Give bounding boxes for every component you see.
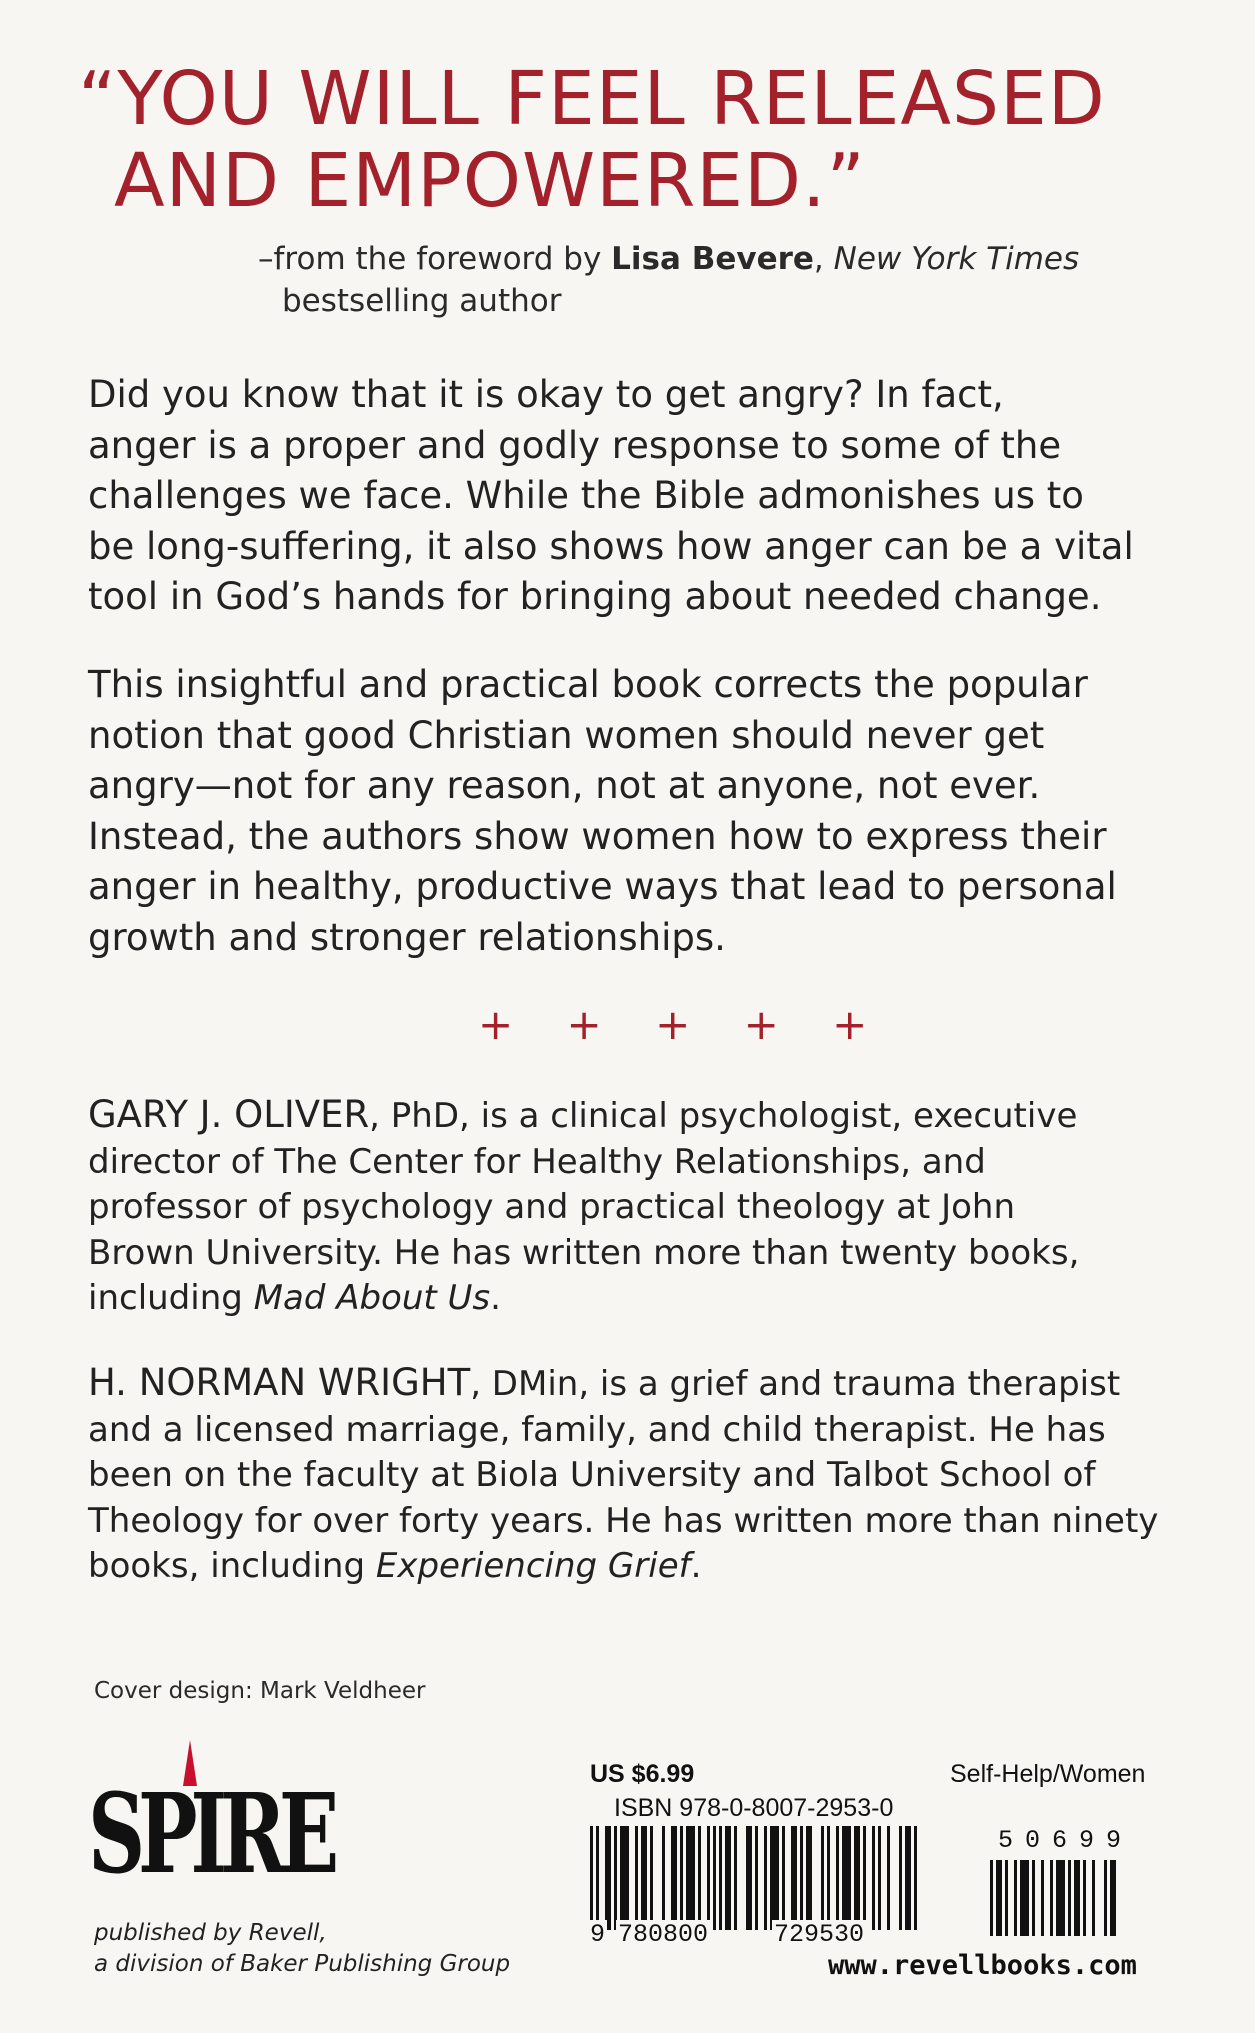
author-name: H. NORMAN WRIGHT <box>88 1361 471 1404</box>
barcode-bar <box>1050 1860 1053 1936</box>
barcode-bar <box>746 1826 752 1930</box>
attribution-suffix: bestselling author <box>282 283 562 319</box>
barcode-bar <box>1068 1860 1071 1936</box>
barcode-bar <box>662 1826 665 1930</box>
barcode-group-1: 780800 <box>618 1920 709 1949</box>
bio-text: books, including <box>88 1546 376 1586</box>
barcode-bar <box>713 1826 716 1930</box>
attribution-prefix: –from the foreword by <box>258 241 612 277</box>
paragraph-line: be long-suffering, it also shows how anger can be a vital <box>88 524 1134 568</box>
publisher-line-2: a division of Baker Publishing Group <box>94 1951 511 1977</box>
barcode-bar <box>686 1826 695 1930</box>
paragraph-line: challenges we face. While the Bible admonishes us to <box>88 474 1084 517</box>
barcode-bar <box>671 1826 677 1930</box>
barcode-bar <box>1041 1860 1044 1936</box>
description-paragraph-2 <box>88 660 1198 963</box>
isbn-barcode <box>588 1826 948 1934</box>
publisher-line-1: published by Revell, <box>94 1920 327 1946</box>
barcode-bar <box>854 1826 860 1930</box>
barcode-bar <box>1104 1860 1107 1936</box>
paragraph-line: tool in God’s hands for bringing about needed change. <box>88 575 1102 618</box>
headline-line-2: AND EMPOWERED.” <box>114 138 866 224</box>
attribution-publication: New York Times <box>833 241 1080 277</box>
barcode-bar <box>770 1826 779 1930</box>
barcode-bar <box>1083 1860 1086 1936</box>
publisher-info <box>94 1918 510 1980</box>
barcode-bar <box>596 1826 599 1930</box>
pull-quote-headline <box>78 58 1198 222</box>
barcode-bar <box>719 1826 722 1930</box>
barcode-bar <box>1110 1860 1116 1936</box>
isbn-label: ISBN 978-0-8007-2953-0 <box>614 1794 894 1822</box>
book-title: Experiencing Grief <box>375 1546 691 1586</box>
barcode-bar <box>1014 1860 1017 1936</box>
barcode-bar <box>878 1826 881 1930</box>
barcode-bar <box>605 1826 611 1930</box>
barcode-bar <box>821 1826 824 1930</box>
cover-design-credit: Cover design: Mark Veldheer <box>94 1678 426 1704</box>
barcode-bar <box>707 1826 710 1930</box>
barcode-bar <box>650 1826 653 1930</box>
barcode-bar <box>1074 1860 1080 1936</box>
barcode-bar <box>590 1826 593 1930</box>
barcode-bar <box>905 1826 911 1930</box>
barcode-bar <box>641 1826 647 1930</box>
book-title: Mad About Us <box>253 1278 491 1318</box>
barcode-bar <box>614 1826 617 1930</box>
category-label: Self-Help/Women <box>950 1760 1146 1788</box>
barcode-bar <box>764 1826 767 1930</box>
publisher-website: www.revellbooks.com <box>828 1950 1137 1981</box>
barcode-bar <box>990 1860 993 1936</box>
barcode-bar <box>827 1826 830 1930</box>
description-paragraph-1 <box>88 370 1198 623</box>
bio-line: Brown University. He has written more than twenty books, <box>88 1232 1080 1273</box>
barcode-bar <box>836 1826 839 1930</box>
barcode-bar <box>635 1826 638 1930</box>
barcode-bar <box>791 1826 797 1930</box>
barcode-bar <box>914 1826 917 1930</box>
paragraph-line: anger is a proper and godly response to some of the <box>88 423 1062 467</box>
barcode-bar <box>782 1826 785 1930</box>
paragraph-line: This insightful and practical book corrects the popular <box>88 663 1088 706</box>
barcode-bar <box>863 1826 866 1930</box>
attribution-name: Lisa Bevere <box>611 241 814 277</box>
price-label: US $6.99 <box>590 1760 695 1788</box>
author-bio-oliver <box>88 1092 1208 1322</box>
barcode-bar <box>698 1826 701 1930</box>
logo-text: SPIRE <box>88 1769 332 1898</box>
price-addon-digits: 50699 <box>998 1826 1134 1855</box>
barcode-bar <box>1056 1860 1065 1936</box>
barcode-bar <box>1032 1860 1035 1936</box>
barcode-bar <box>620 1826 629 1930</box>
quote-attribution <box>258 238 1118 322</box>
bio-text: . <box>490 1278 501 1318</box>
bio-line: been on the faculty at Biola University and Talbot School of <box>88 1455 1096 1495</box>
bio-line: director of The Center for Healthy Relationships, and <box>88 1141 986 1182</box>
bio-text: , PhD, is a clinical psychologist, executive <box>369 1096 1078 1136</box>
barcode-bar <box>887 1826 890 1930</box>
bio-line: professor of psychology and practical theology at John <box>88 1187 1015 1227</box>
spire-logo <box>88 1740 332 1910</box>
bio-text: , DMin, is a grief and trauma therapist <box>470 1364 1121 1404</box>
bio-line: and a licensed marriage, family, and child therapist. He has <box>88 1409 1106 1450</box>
barcode-bar <box>842 1826 851 1930</box>
attribution-separator: , <box>813 241 834 277</box>
barcode-bar <box>1092 1860 1095 1936</box>
barcode-bar <box>755 1826 758 1930</box>
paragraph-line: Did you know that it is okay to get angry? In fact, <box>88 373 1004 416</box>
barcode-bar <box>680 1826 683 1930</box>
paragraph-line: growth and stronger relationships. <box>88 915 726 959</box>
price-addon-barcode <box>988 1860 1150 1940</box>
barcode-bar <box>734 1826 737 1930</box>
barcode-group-2: 729530 <box>774 1920 865 1949</box>
barcode-bar <box>1005 1860 1008 1936</box>
paragraph-line: Instead, the authors show women how to express their <box>88 814 1107 858</box>
barcode-bar <box>806 1826 812 1930</box>
bio-line: Theology for over forty years. He has written more than ninety <box>88 1500 1159 1541</box>
paragraph-line: notion that good Christian women should never get <box>88 713 1045 757</box>
headline-line-1: “YOU WILL FEEL RELEASED <box>78 56 1106 142</box>
bio-text: including <box>88 1278 254 1318</box>
paragraph-line: anger in healthy, productive ways that lead to personal <box>88 865 1117 908</box>
author-bio-wright <box>88 1360 1208 1590</box>
barcode-first-digit: 9 <box>590 1920 606 1949</box>
barcode-bar <box>725 1826 731 1930</box>
barcode-bar <box>800 1826 803 1930</box>
barcode-bar <box>872 1826 875 1930</box>
barcode-bar <box>1020 1860 1029 1936</box>
author-name: GARY J. OLIVER <box>88 1093 370 1136</box>
barcode-bar <box>899 1826 902 1930</box>
barcode-bar <box>996 1860 1002 1936</box>
paragraph-line: angry—not for any reason, not at anyone, not ever. <box>88 764 1041 807</box>
section-divider: + + + + + <box>478 1000 888 1049</box>
bio-text: . <box>690 1546 702 1586</box>
